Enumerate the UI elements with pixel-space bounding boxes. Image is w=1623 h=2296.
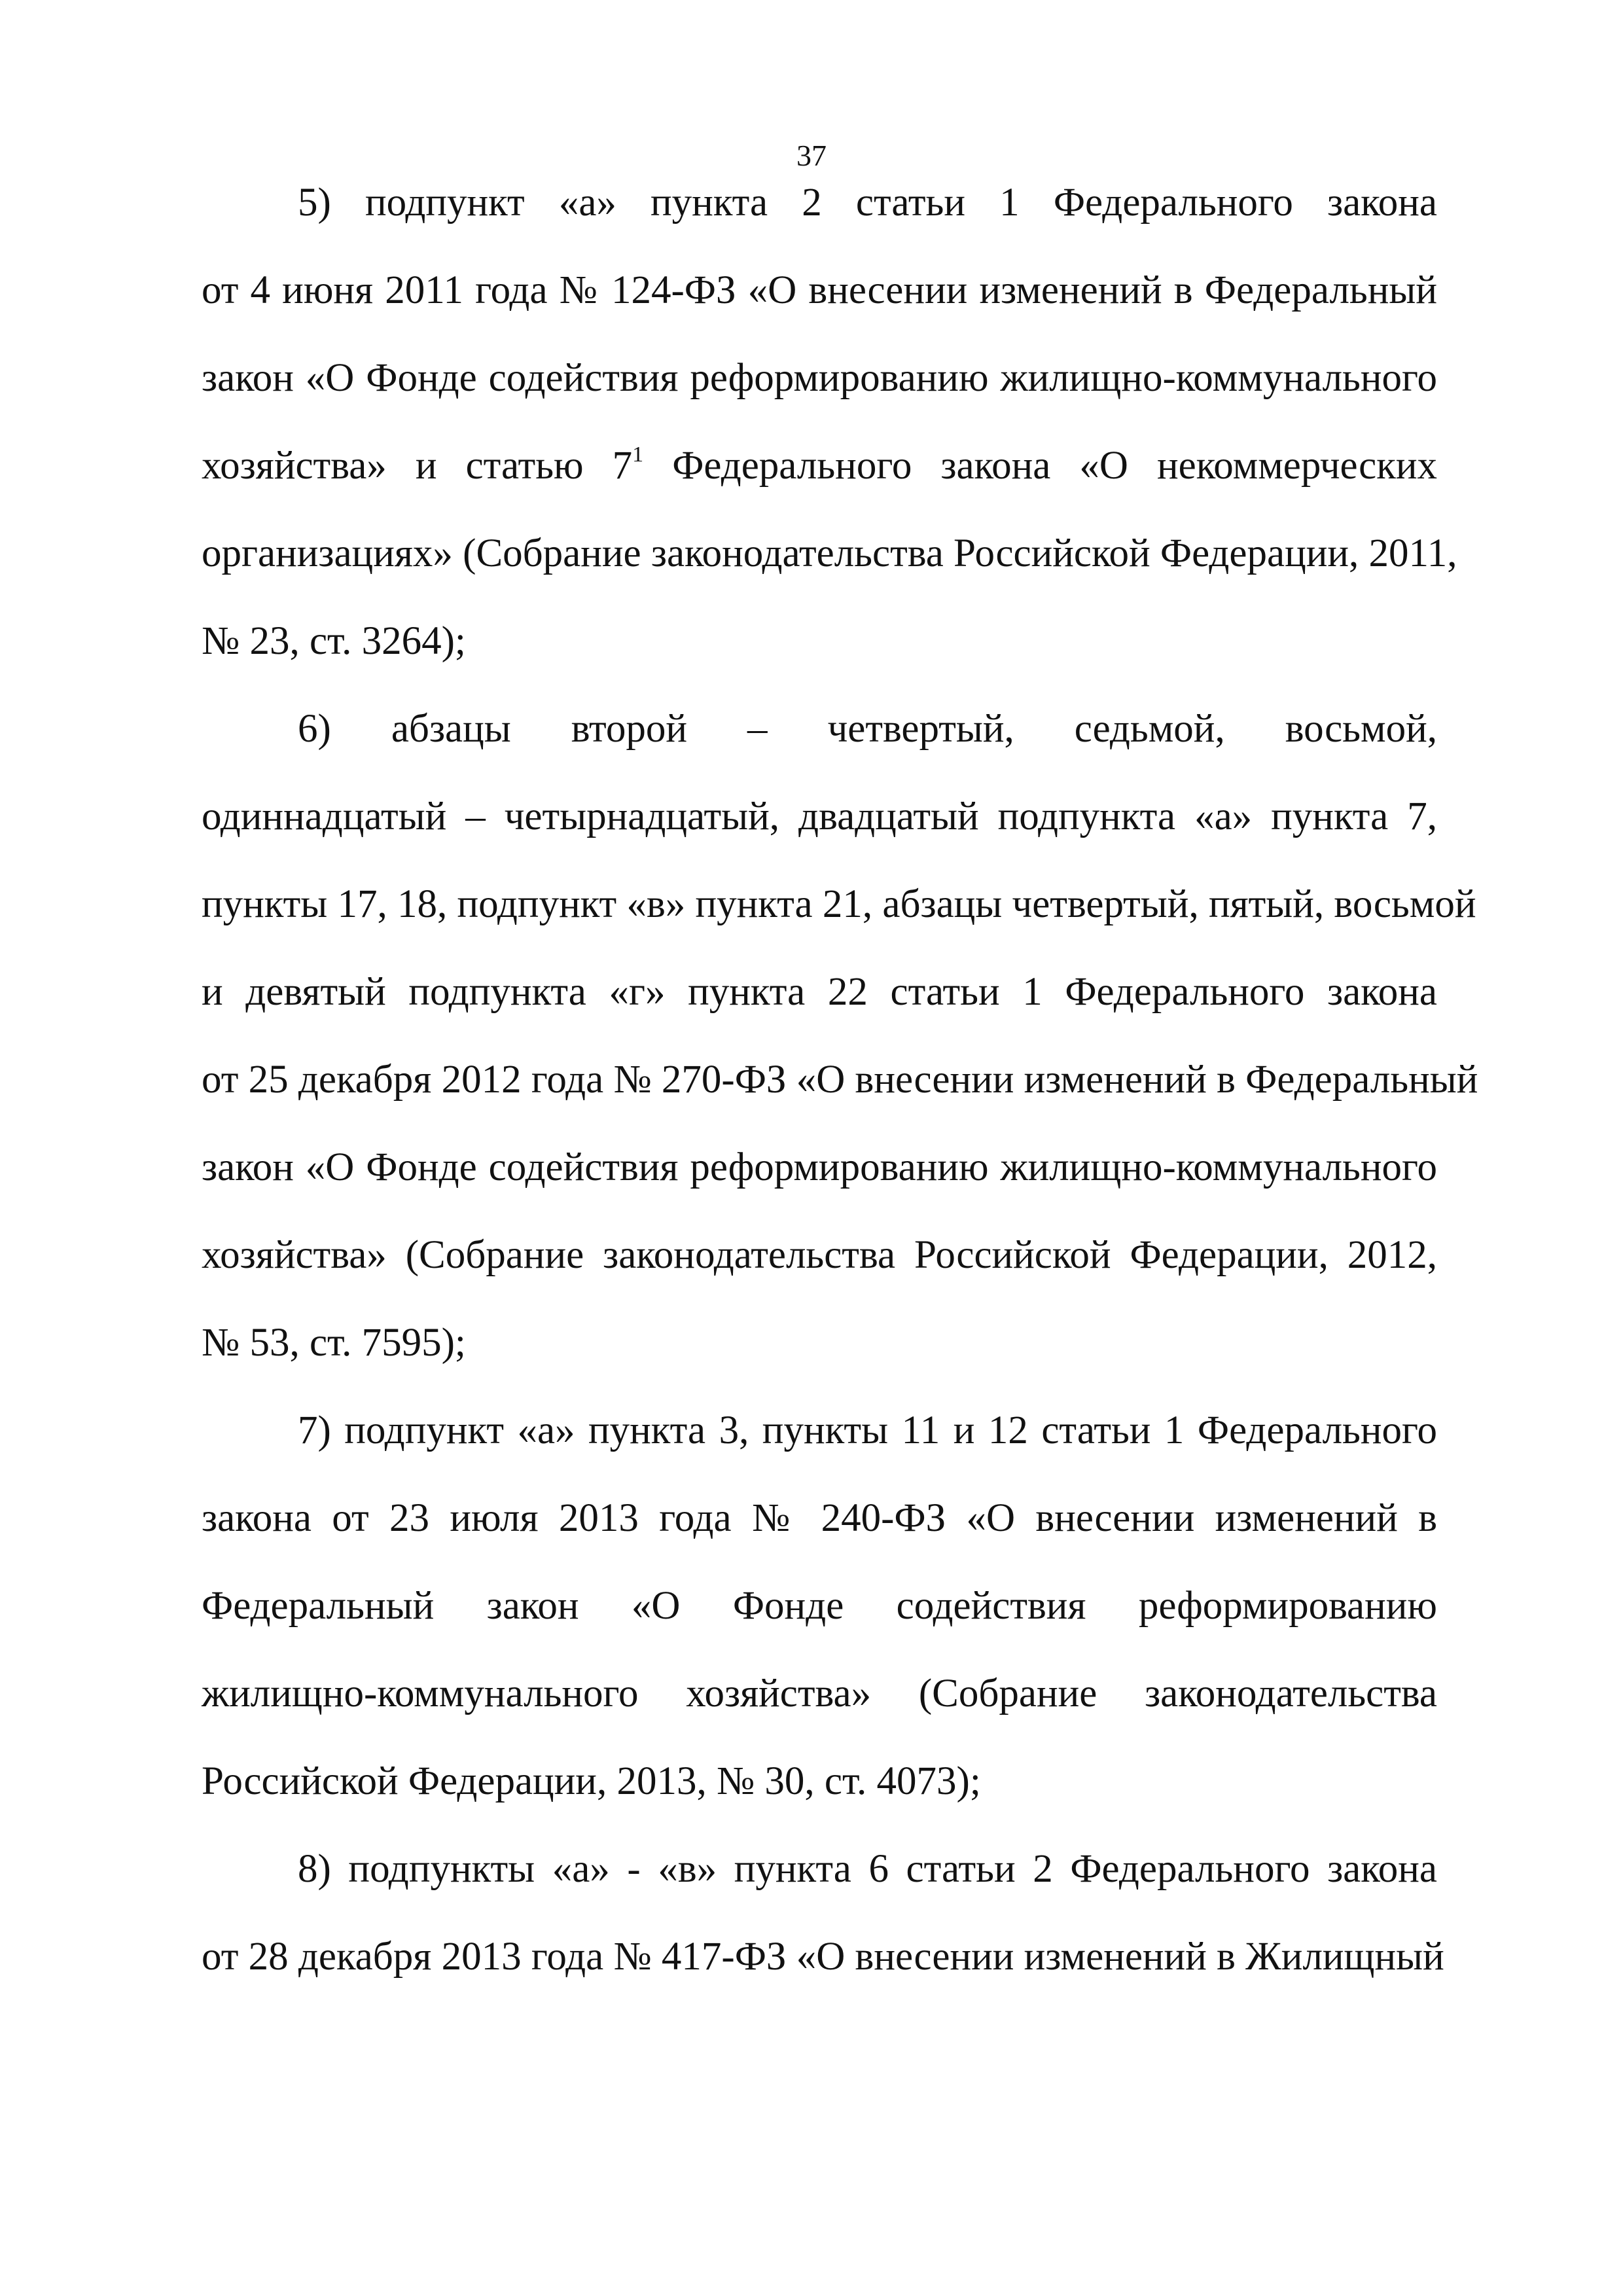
text-line: пункты 17, 18, подпункт «в» пункта 21, абзацы четвертый, пятый, восьмой bbox=[202, 882, 1476, 926]
text-line: и девятый подпункта «г» пункта 22 статьи 1 Федерального закона bbox=[202, 970, 1437, 1014]
text-line: хозяйства» (Собрание законодательства Российской Федерации, 2012, bbox=[202, 1233, 1437, 1277]
text-line: № 23, ст. 3264); bbox=[202, 619, 466, 663]
text-line: закон «О Фонде содействия реформированию жилищно-коммунального bbox=[202, 1145, 1437, 1189]
text-line: закона от 23 июля 2013 года № 240-ФЗ «О внесении изменений в bbox=[202, 1496, 1437, 1540]
text-line bbox=[202, 440, 1437, 492]
text-line: от 28 декабря 2013 года № 417-ФЗ «О внесении изменений в Жилищный bbox=[202, 1935, 1444, 1979]
text-fragment: хозяйства» и статью 7 bbox=[202, 444, 633, 488]
text-fragment: Федерального закона «О некоммерческих bbox=[643, 444, 1437, 488]
text-line: 5) подпункт «а» пункта 2 статьи 1 Федерального закона bbox=[298, 181, 1437, 224]
text-line: от 4 июня 2011 года № 124-ФЗ «О внесении изменений в Федеральный bbox=[202, 268, 1437, 312]
text-line: 6) абзацы второй – четвертый, седьмой, восьмой, bbox=[298, 707, 1437, 751]
text-line: от 25 декабря 2012 года № 270-ФЗ «О внесении изменений в Федеральный bbox=[202, 1058, 1478, 1102]
text-line: одиннадцатый – четырнадцатый, двадцатый подпункта «а» пункта 7, bbox=[202, 795, 1437, 838]
text-line: жилищно-коммунального хозяйства» (Собрание законодательства bbox=[202, 1672, 1437, 1715]
text-line: Российской Федерации, 2013, № 30, ст. 4073); bbox=[202, 1759, 981, 1803]
text-line: организациях» (Собрание законодательства Российской Федерации, 2011, bbox=[202, 531, 1457, 575]
text-line: 7) подпункт «а» пункта 3, пункты 11 и 12 статьи 1 Федерального bbox=[298, 1408, 1437, 1452]
page-number: 37 bbox=[796, 139, 827, 172]
superscript: 1 bbox=[632, 442, 644, 467]
text-line: 8) подпункты «а» - «в» пункта 6 статьи 2 Федерального закона bbox=[298, 1847, 1437, 1891]
text-line: Федеральный закон «О Фонде содействия реформированию bbox=[202, 1584, 1437, 1628]
text-line: закон «О Фонде содействия реформированию жилищно-коммунального bbox=[202, 356, 1437, 400]
text-line: № 53, ст. 7595); bbox=[202, 1321, 466, 1365]
